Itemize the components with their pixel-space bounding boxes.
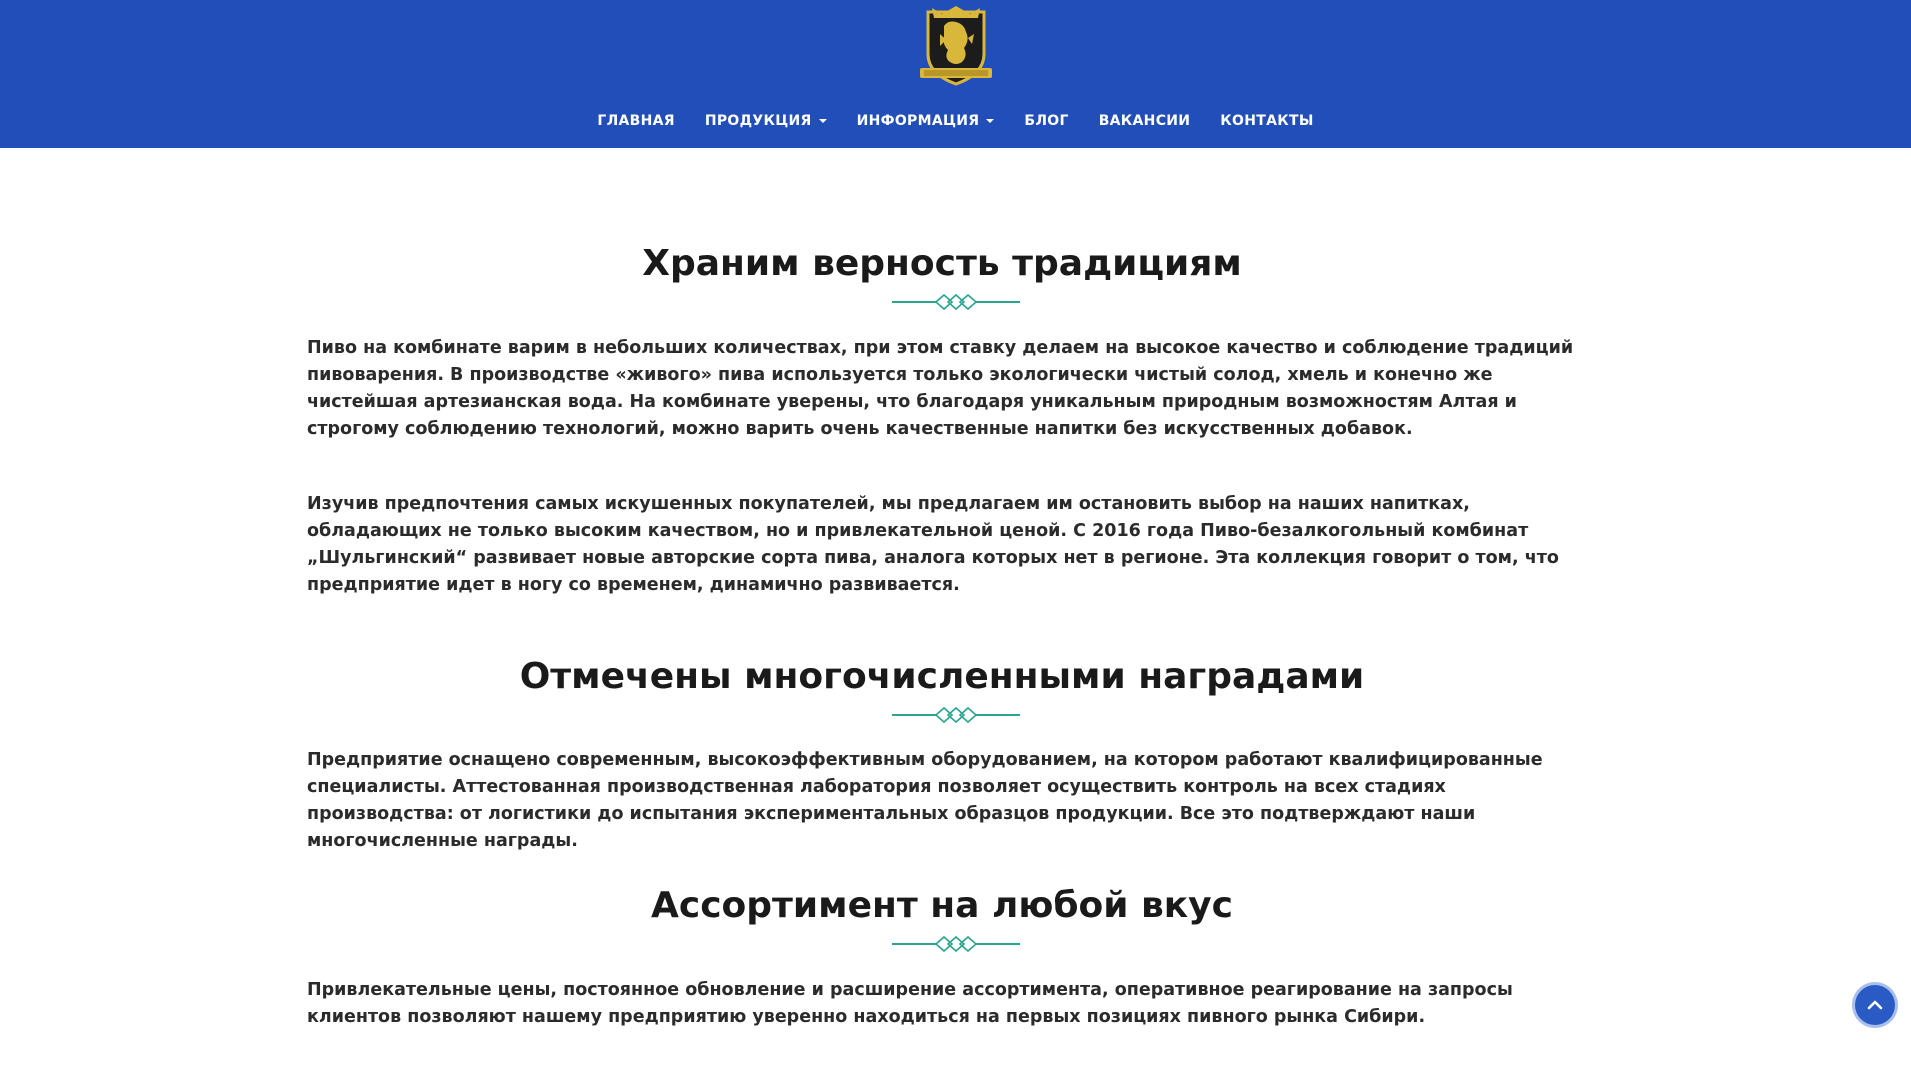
nav-item-label: ГЛАВНАЯ xyxy=(597,113,675,129)
decorative-divider-icon xyxy=(892,292,1020,312)
chevron-up-icon xyxy=(1866,996,1884,1014)
scroll-to-top-button[interactable] xyxy=(1855,985,1895,1025)
nav-item-products[interactable] xyxy=(705,113,827,129)
nav-item-label: ИНФОРМАЦИЯ xyxy=(856,113,980,129)
decorative-divider-icon xyxy=(892,705,1020,725)
section-title-awards: Отмечены многочисленными наградами xyxy=(519,656,1365,697)
section-title-traditions: Храним верность традициям xyxy=(642,243,1242,284)
paragraph-assortment: Привлекательные цены, постоянное обновление и расширение ассортимента, оперативное реагирование на запросы клиентов позволяют нашему предприятию уверенно находиться на первых позициях пивного рынка Сибири. xyxy=(307,980,1513,1027)
site-logo[interactable] xyxy=(918,4,994,90)
paragraph-traditions-2: Изучив предпочтения самых искушенных покупателей, мы предлагаем им остановить выбор на наших напитках, обладающих не только высоким качеством, но и привлекательной ценой. С 2016 года Пиво-безалкогольный комбинат „Шульгинский“ развивает новые авторские сорта пива, аналога которых нет в регионе. Эта коллекция говорит о том, что предприятие идет в ногу со временем, динамично развивается. xyxy=(307,494,1559,595)
nav-item-contacts[interactable] xyxy=(1220,113,1313,129)
nav-item-label: КОНТАКТЫ xyxy=(1220,113,1314,129)
decorative-divider-icon xyxy=(892,934,1020,954)
nav-item-blog[interactable] xyxy=(1024,113,1068,129)
section-title-assortment: Ассортимент на любой вкус xyxy=(651,885,1233,926)
site-header xyxy=(0,0,1911,148)
nav-item-label: ПРОДУКЦИЯ xyxy=(704,113,812,129)
nav-item-vacancies[interactable] xyxy=(1099,113,1191,129)
nav-item-label: БЛОГ xyxy=(1024,113,1069,129)
nav-item-label: ВАКАНСИИ xyxy=(1098,113,1191,129)
nav-item-home[interactable] xyxy=(597,113,675,129)
caret-down-icon xyxy=(819,119,827,123)
lion-crest-logo-icon xyxy=(918,4,994,90)
caret-down-icon xyxy=(986,119,994,123)
paragraph-awards: Предприятие оснащено современным, высокоэффективным оборудованием, на котором работают квалифицированные специалисты. Аттестованная производственная лаборатория позволяет осуществить контроль на всех стадиях производства: от логистики до испытания экспериментальных образцов продукции. Все это подтверждают наши многочисленные награды. xyxy=(307,750,1543,851)
main-nav xyxy=(0,108,1911,134)
nav-item-information[interactable] xyxy=(857,113,995,129)
paragraph-traditions-1: Пиво на комбинате варим в небольших количествах, при этом ставку делаем на высокое качество и соблюдение традиций пивоварения. В производстве «живого» пива используется только экологически чистый солод, хмель и конечно же чистейшая артезианская вода. На комбинате уверены, что благодаря уникальным природным возможностям Алтая и строгому соблюдению технологий, можно варить очень качественные напитки без искусственных добавок. xyxy=(307,338,1574,439)
